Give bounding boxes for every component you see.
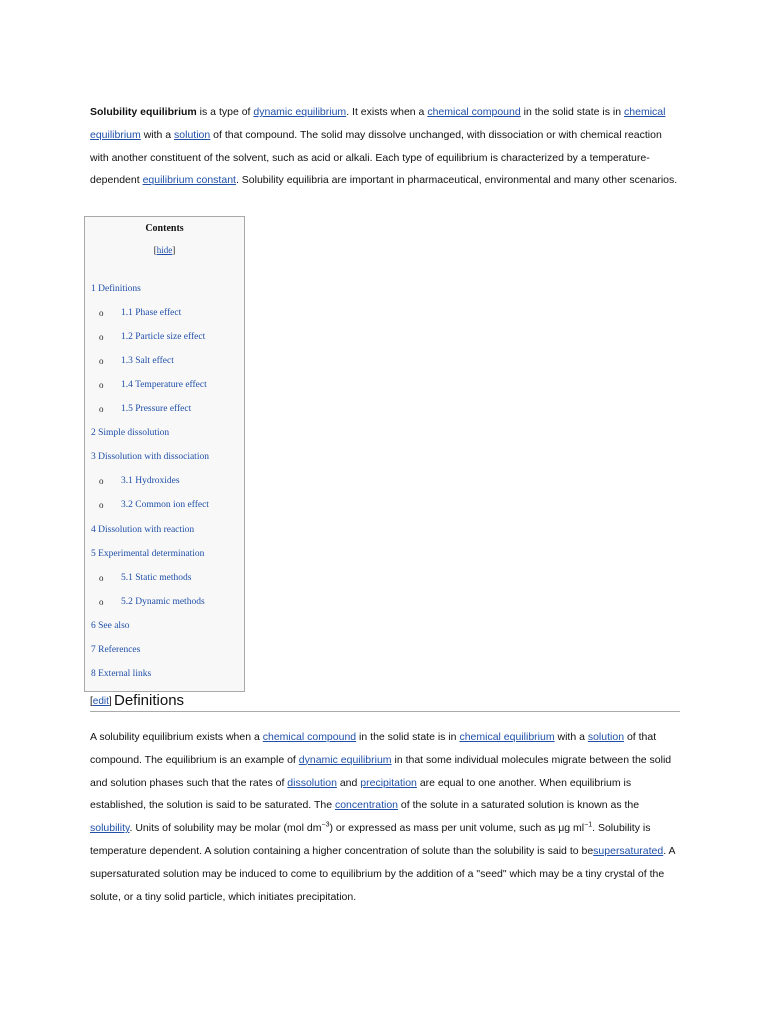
toc-item-references[interactable]: 7 References [91, 645, 141, 655]
intro-text: of that compound. The solid may dissolve unchanged, with dissociation or with chemical reaction with another constituent of the solvent, such as acid or alkali. Each type of equilibrium is characterized by a temperature-dependent [90, 128, 662, 187]
toc-bullet: o [99, 308, 104, 318]
toc-bullet: o [99, 573, 104, 583]
superscript-exponent: −3 [321, 821, 330, 829]
toc-item-particle-size-effect[interactable]: 1.2 Particle size effect [121, 332, 206, 342]
defs-text: ) or expressed as mass per unit volume, such as μg ml [329, 822, 585, 835]
section-heading-definitions [90, 689, 680, 712]
edit-bracket: ] [108, 696, 112, 707]
intro-term: Solubility equilibrium [90, 106, 197, 118]
edit-link[interactable]: edit [92, 696, 109, 707]
defs-text: of the solute in a saturated solution is known as the [398, 799, 640, 812]
toc-item-phase-effect[interactable]: 1.1 Phase effect [121, 308, 182, 318]
superscript-exponent: −1 [584, 821, 593, 829]
table-of-contents [84, 216, 245, 692]
toc-item-experimental-determination[interactable]: 5 Experimental determination [91, 549, 205, 559]
defs-text: are equal to one another. When equilibrium is established, the solution is said to be saturated. The [90, 776, 632, 812]
toc-item-dissolution-with-reaction[interactable]: 4 Dissolution with reaction [91, 525, 195, 535]
toc-bracket: ] [172, 245, 176, 255]
toc-item-hydroxides[interactable]: 3.1 Hydroxides [121, 476, 180, 486]
intro-text: in the solid state is in [520, 106, 625, 118]
toc-item-external-links[interactable]: 8 External links [91, 669, 152, 679]
section-title: Definitions [114, 692, 185, 709]
toc-item-simple-dissolution[interactable]: 2 Simple dissolution [91, 428, 170, 438]
toc-bullet: o [99, 332, 104, 342]
defs-text: and [336, 776, 361, 789]
intro-text: is a type of [196, 106, 254, 118]
toc-item-definitions[interactable]: 1 Definitions [91, 284, 141, 294]
toc-item-temperature-effect[interactable]: 1.4 Temperature effect [121, 380, 207, 390]
link-solution[interactable]: solution [174, 128, 211, 141]
link-solubility[interactable]: solubility [90, 822, 130, 835]
toc-bracket: [ [153, 245, 157, 255]
toc-title: Contents [145, 223, 184, 234]
link-solution[interactable]: solution [587, 731, 625, 743]
toc-item-salt-effect[interactable]: 1.3 Salt effect [121, 356, 174, 366]
defs-text: . Units of solubility may be molar (mol dm [129, 822, 322, 835]
link-dynamic-equilibrium[interactable]: dynamic equilibrium [298, 753, 392, 766]
defs-text: A solubility equilibrium exists when a [90, 731, 263, 743]
link-chemical-equilibrium[interactable]: chemical equilibrium [90, 106, 666, 141]
toc-item-see-also[interactable]: 6 See also [91, 621, 130, 631]
toc-item-static-methods[interactable]: 5.1 Static methods [121, 573, 192, 583]
toc-bullet: o [99, 500, 104, 510]
edit-bracket: [ [90, 696, 93, 707]
edit-section [90, 696, 112, 707]
toc-bullet: o [99, 476, 104, 486]
toc-bullet: o [99, 597, 104, 607]
toc-hide-link[interactable]: hide [156, 245, 173, 255]
toc-item-dissolution-with-dissociation[interactable]: 3 Dissolution with dissociation [91, 452, 209, 462]
intro-text: . Solubility equilibria are important in pharmaceutical, environmental and many other scenarios. [235, 174, 678, 187]
intro-text: . It exists when a [346, 106, 428, 118]
link-precipitation[interactable]: precipitation [360, 776, 417, 789]
toc-bullet: o [99, 380, 104, 390]
definitions-paragraph [90, 726, 682, 908]
toc-hide-toggle [85, 245, 244, 255]
intro-text: with a [140, 128, 175, 141]
defs-text: of that compound. The equilibrium is an example of [90, 731, 657, 766]
intro-paragraph [90, 101, 682, 192]
link-chemical-compound[interactable]: chemical compound [427, 106, 521, 118]
link-dynamic-equilibrium[interactable]: dynamic equilibrium [253, 106, 347, 118]
defs-text: . Solubility is temperature dependent. A solution containing a higher concentration of solute than the solubility is said to be [90, 822, 651, 857]
defs-text: . A supersaturated solution may be induced to come to equilibrium by the addition of a "seed" which may be a tiny crystal of the solute, or a tiny solid particle, which initiates precipitation. [90, 844, 675, 903]
defs-text: in the solid state is in [356, 731, 460, 743]
link-equilibrium-constant[interactable]: equilibrium constant [142, 174, 236, 187]
link-supersaturated[interactable]: supersaturated [593, 844, 664, 857]
link-dissolution[interactable]: dissolution [287, 776, 337, 789]
link-chemical-equilibrium[interactable]: chemical equilibrium [459, 731, 555, 743]
defs-text: in that some individual molecules migrate between the solid and solution phases such that the rates of [90, 753, 672, 789]
toc-bullet: o [99, 404, 104, 414]
toc-item-pressure-effect[interactable]: 1.5 Pressure effect [121, 404, 192, 414]
link-chemical-compound[interactable]: chemical compound [262, 731, 357, 743]
link-concentration[interactable]: concentration [334, 799, 399, 812]
toc-bullet: o [99, 356, 104, 366]
toc-item-dynamic-methods[interactable]: 5.2 Dynamic methods [121, 597, 205, 607]
defs-text: with a [554, 731, 588, 743]
toc-item-common-ion-effect[interactable]: 3.2 Common ion effect [121, 500, 209, 510]
